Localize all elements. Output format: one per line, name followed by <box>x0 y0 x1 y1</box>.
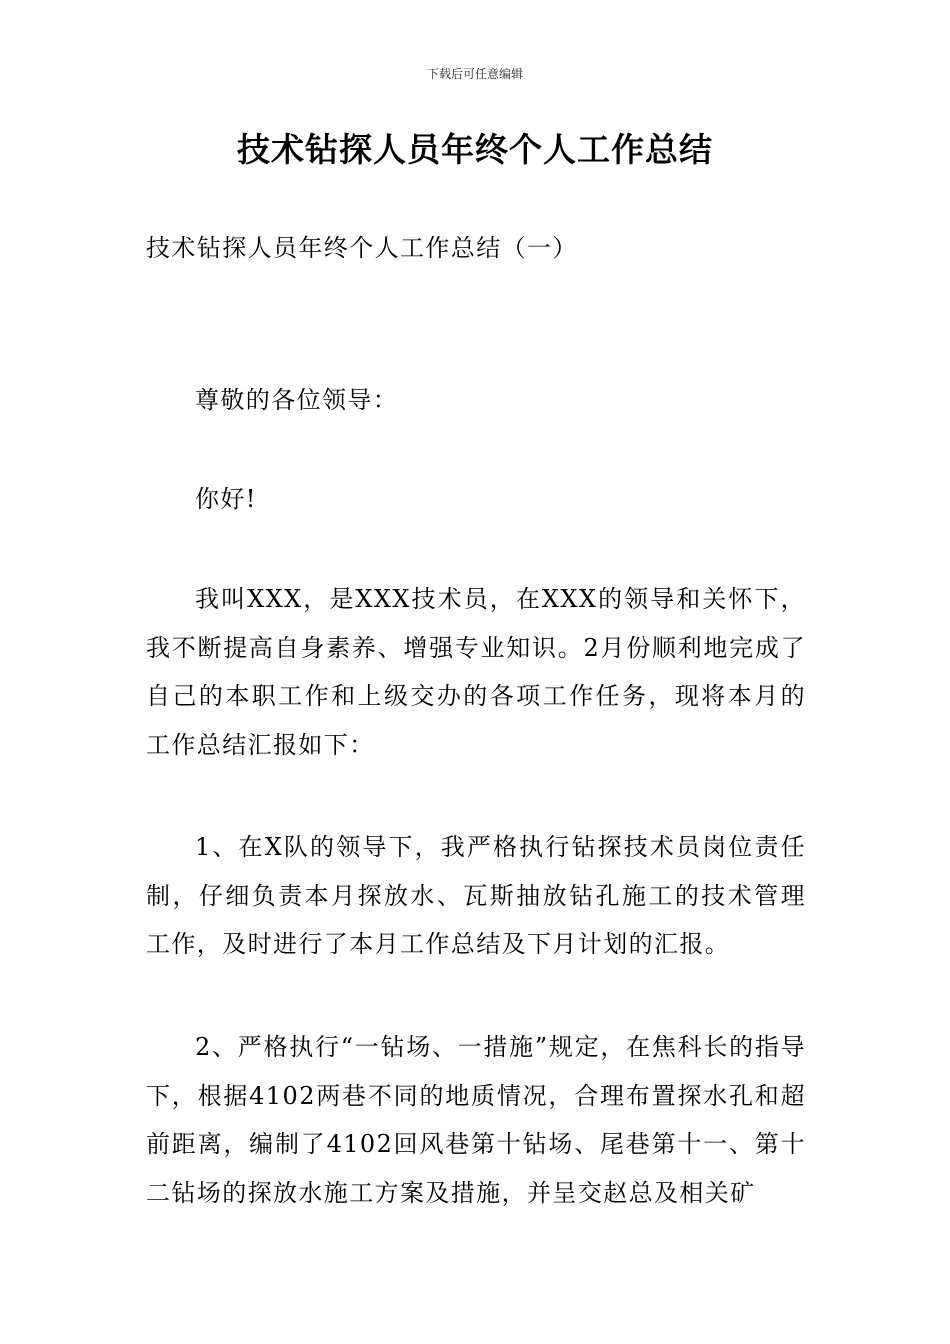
paragraph-hello: 你好! <box>195 485 257 513</box>
document-title: 技术钻探人员年终个人工作总结 <box>237 130 713 169</box>
section-subtitle: 技术钻探人员年终个人工作总结（一） <box>146 234 578 262</box>
paragraph-item-1: 1、在X队的领导下，我严格执行钻探技术员岗位责任制，仔细负责本月探放水、瓦斯抽放钻孔施工的技术管理工作，及时进行了本月工作总结及下月计划的汇报。 <box>146 833 806 958</box>
paragraph-item-2: 2、严格执行“一钻场、一措施”规定，在焦科长的指导下，根据4102两巷不同的地质情况，合理布置探水孔和超前距离，编制了4102回风巷第十钻场、尾巷第十一、第十二钻场的探放水施工方案及措施，并呈交赵总及相关矿 <box>146 1033 806 1207</box>
paragraph-intro: 我叫XXX，是XXX技术员，在XXX的领导和关怀下，我不断提高自身素养、增强专业知识。2月份顺利地完成了自己的本职工作和上级交办的各项工作任务，现将本月的工作总结汇报如下： <box>146 585 806 759</box>
paragraph-greeting: 尊敬的各位领导： <box>195 386 399 414</box>
download-note: 下载后可任意编辑 <box>426 67 523 81</box>
